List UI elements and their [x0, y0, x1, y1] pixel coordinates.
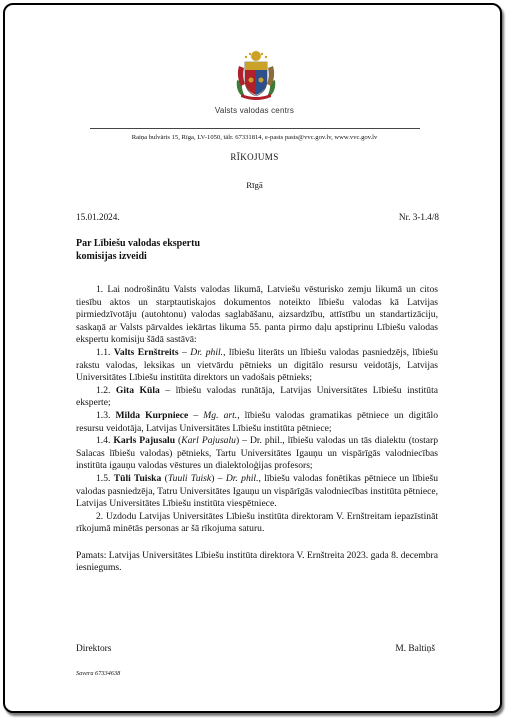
- member-1-3: [76, 410, 438, 435]
- member-description: , lībiešu valodas fonētikas pētniece un lībiešu valodas pasniedzēja, Tatru Universitātes Igauņu un vispārīgās valodniecības institūta pētniece, Latvijas Universitātes Lībiešu institūta viespētniece.: [76, 472, 439, 510]
- member-number: 1.5.: [96, 472, 114, 484]
- document-type: RĪKOJUMS: [230, 152, 279, 162]
- header-divider: [90, 128, 420, 129]
- member-degree: Dr. phil.: [190, 346, 224, 358]
- member-paren-open: (: [175, 435, 182, 447]
- document-body: [76, 284, 438, 575]
- member-1-1: [76, 347, 438, 385]
- member-degree: Mg. art.: [203, 409, 238, 421]
- organization-address: Raiņa bulvāris 15, Rīga, LV-1050, tālr. 67331814, e-pasts pasts@vvc.gov.lv, www.vvc.gov.lv: [131, 134, 378, 141]
- document-date: 15.01.2024.: [76, 212, 120, 222]
- member-1-2: [76, 385, 438, 410]
- basis-paragraph: Pamats: Latvijas Universitātes Lībiešu institūta direktora V. Ernštreita 2023. gada 8. decembra iesniegums.: [76, 549, 438, 574]
- member-name: Gita Kūla: [115, 384, 160, 396]
- paragraph-2: 2. Uzdodu Latvijas Universitātes Lībiešu institūta direktoram V. Ernštreitam iepazīstināt rīkojumā minētās personas ar šā rīkojuma saturu.: [76, 510, 438, 535]
- member-degree: Dr. phil.: [225, 472, 259, 484]
- document-place: Rīgā: [246, 180, 263, 190]
- member-name: Karls Pajusalu: [113, 435, 176, 447]
- member-description: , lībiešu literāts un lībiešu valodas pasniedzējs, lībiešu rakstu valodas, leksikas un vietvārdu pētnieks un digitālo resursu veidotājs, Latvijas Universitātes Lībiešu institūta direktors un vadošais pētnieks;: [76, 346, 439, 384]
- member-name: Milda Kurpniece: [115, 409, 189, 421]
- member-separator: ) –: [211, 472, 226, 484]
- document-subject: [76, 237, 336, 263]
- paragraph-1: 1. Lai nodrošinātu Valsts valodas likumā, Latviešu vēsturisko zemju likumā un citos tiesību aktos un starptautiskajos dokumentos noteikto lībiešu valodas kā Latvijas pirmiedzīvotāju (autohtonu) valodas saglabāšanu, aizsardzību, attīstību un standartizāciju, saskaņā ar Valsts pārvaldes iekārtas likuma 55. panta pirmo daļu apstiprinu Lībiešu valodas ekspertu komisiju šādā sastāvā:: [76, 284, 438, 346]
- member-name: Tūli Tuiska: [113, 472, 162, 484]
- member-separator: –: [188, 409, 204, 421]
- member-1-5: [76, 473, 438, 511]
- signatory-role: Direktors: [76, 644, 112, 654]
- member-number: 1.2.: [96, 384, 116, 396]
- member-alias: Tuuli Tuisk: [167, 472, 212, 484]
- member-description: – lībiešu valodas runātāja, Latvijas Universitātes Lībiešu institūta eksperte;: [76, 384, 438, 409]
- subject-line-2: komisijas izveidi: [76, 251, 147, 262]
- subject-line-1: Par Lībiešu valodas ekspertu: [76, 238, 200, 249]
- member-description: ) – Dr. phil., lībiešu valodas un tās dialektu (tostarp Salacas lībiešu valodas) pētnieks, Tartu Universitātes Igauņu un vispārīgās valodniecības institūta igauņu valodas vēstures un dialektoloģijas profesors;: [76, 435, 439, 472]
- member-description: , lībiešu valodas gramatikas pētniece un digitālo resursu veidotāja, Latvijas Universitātes Lībiešu institūta pētniece;: [76, 409, 439, 434]
- member-name: Valts Ernštreits: [113, 346, 179, 358]
- member-number: 1.3.: [96, 409, 116, 421]
- signatory-name: M. Baltiņš: [395, 644, 435, 654]
- organization-name: Valsts valodas centrs: [214, 106, 295, 115]
- author-contact: Savera 67334638: [76, 670, 121, 677]
- member-paren-open: (: [161, 472, 168, 484]
- document-number: Nr. 3-1.4/8: [398, 212, 439, 222]
- member-separator: –: [178, 346, 191, 358]
- latvia-coat-of-arms-icon: [233, 50, 279, 102]
- member-1-4: [76, 435, 438, 473]
- member-number: 1.4.: [96, 435, 114, 447]
- member-number: 1.1.: [96, 346, 114, 358]
- member-alias: Karl Pajusalu: [181, 435, 236, 447]
